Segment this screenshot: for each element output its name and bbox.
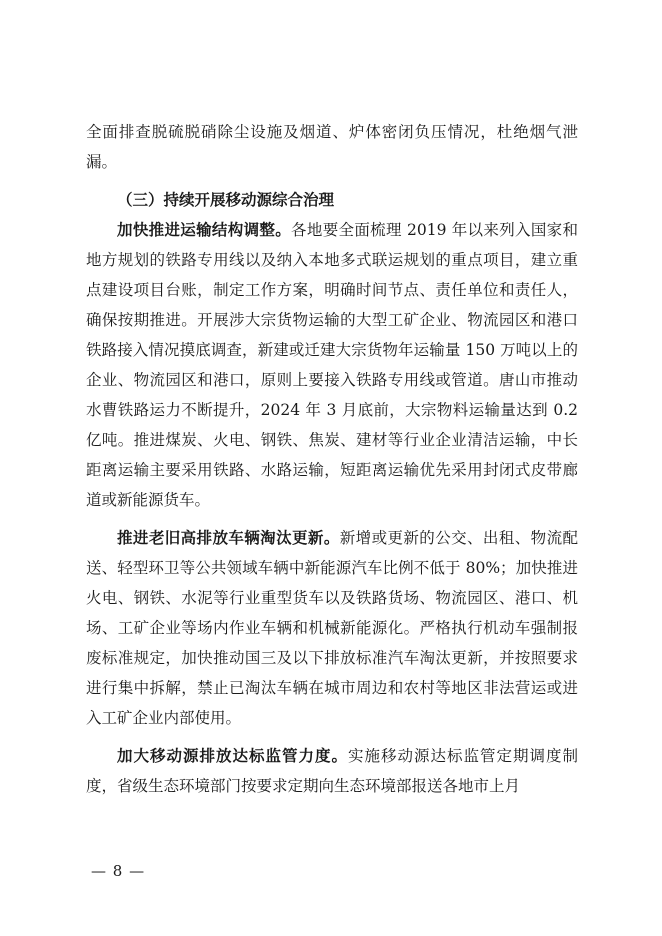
paragraph-body: 实施移动源达标监管定期调度制度，省级生态环境部门按要求定期向生态环境部报送各地市上月 xyxy=(86,747,578,795)
paragraph-transport-structure xyxy=(86,215,578,515)
section-heading: （三）持续开展移动源综合治理 xyxy=(117,190,335,209)
continuation-paragraph: 全面排查脱硫脱硝除尘设施及烟道、炉体密闭负压情况，杜绝烟气泄漏。 xyxy=(86,123,578,171)
page-number: — 8 — xyxy=(91,862,146,880)
paragraph-lead: 推进老旧高排放车辆淘汰更新。 xyxy=(117,528,340,547)
paragraph-vehicle-renewal xyxy=(86,523,578,733)
paragraph-emission-supervision xyxy=(86,741,578,801)
paragraph-body: 各地要全面梳理 2019 年以来列入国家和地方规划的铁路专用线以及纳入本地多式联运规划的重点项目，建立重点建设项目台账，制定工作方案，明确时间节点、责任单位和责任人，确保按期推进。开展涉大宗货物运输的大型工矿企业、物流园区和港口铁路接入情况摸底调查，新建或迁建大宗货物年运输量 150 万吨以上的企业、物流园区和港口，原则上要接入铁路专用线或管道。唐山市推动水曹铁路运力不断提升，2024 年 3 月底前，大宗物料运输量达到 0.2 亿吨。推进煤炭、火电、钢铁、焦炭、建材等行业企业清洁运输，中长距离运输主要采用铁路、水路运输，短距离运输优先采用封闭式皮带廊道或新能源货车。 xyxy=(86,221,578,509)
paragraph-body: 新增或更新的公交、出租、物流配送、轻型环卫等公共领域车辆中新能源汽车比例不低于 80%；加快推进火电、钢铁、水泥等行业重型货车以及铁路货场、物流园区、港口、机场、工矿企业等场内作业车辆和机械新能源化。严格执行机动车强制报废标准规定，加快推动国三及以下排放标准汽车淘汰更新，并按照要求进行集中拆解，禁止已淘汰车辆在城市周边和农村等地区非法营运或进入工矿企业内部使用。 xyxy=(86,529,578,727)
paragraph-lead: 加大移动源排放达标监管力度。 xyxy=(117,746,348,765)
paragraph-lead: 加快推进运输结构调整。 xyxy=(117,220,292,239)
document-body xyxy=(86,117,578,801)
